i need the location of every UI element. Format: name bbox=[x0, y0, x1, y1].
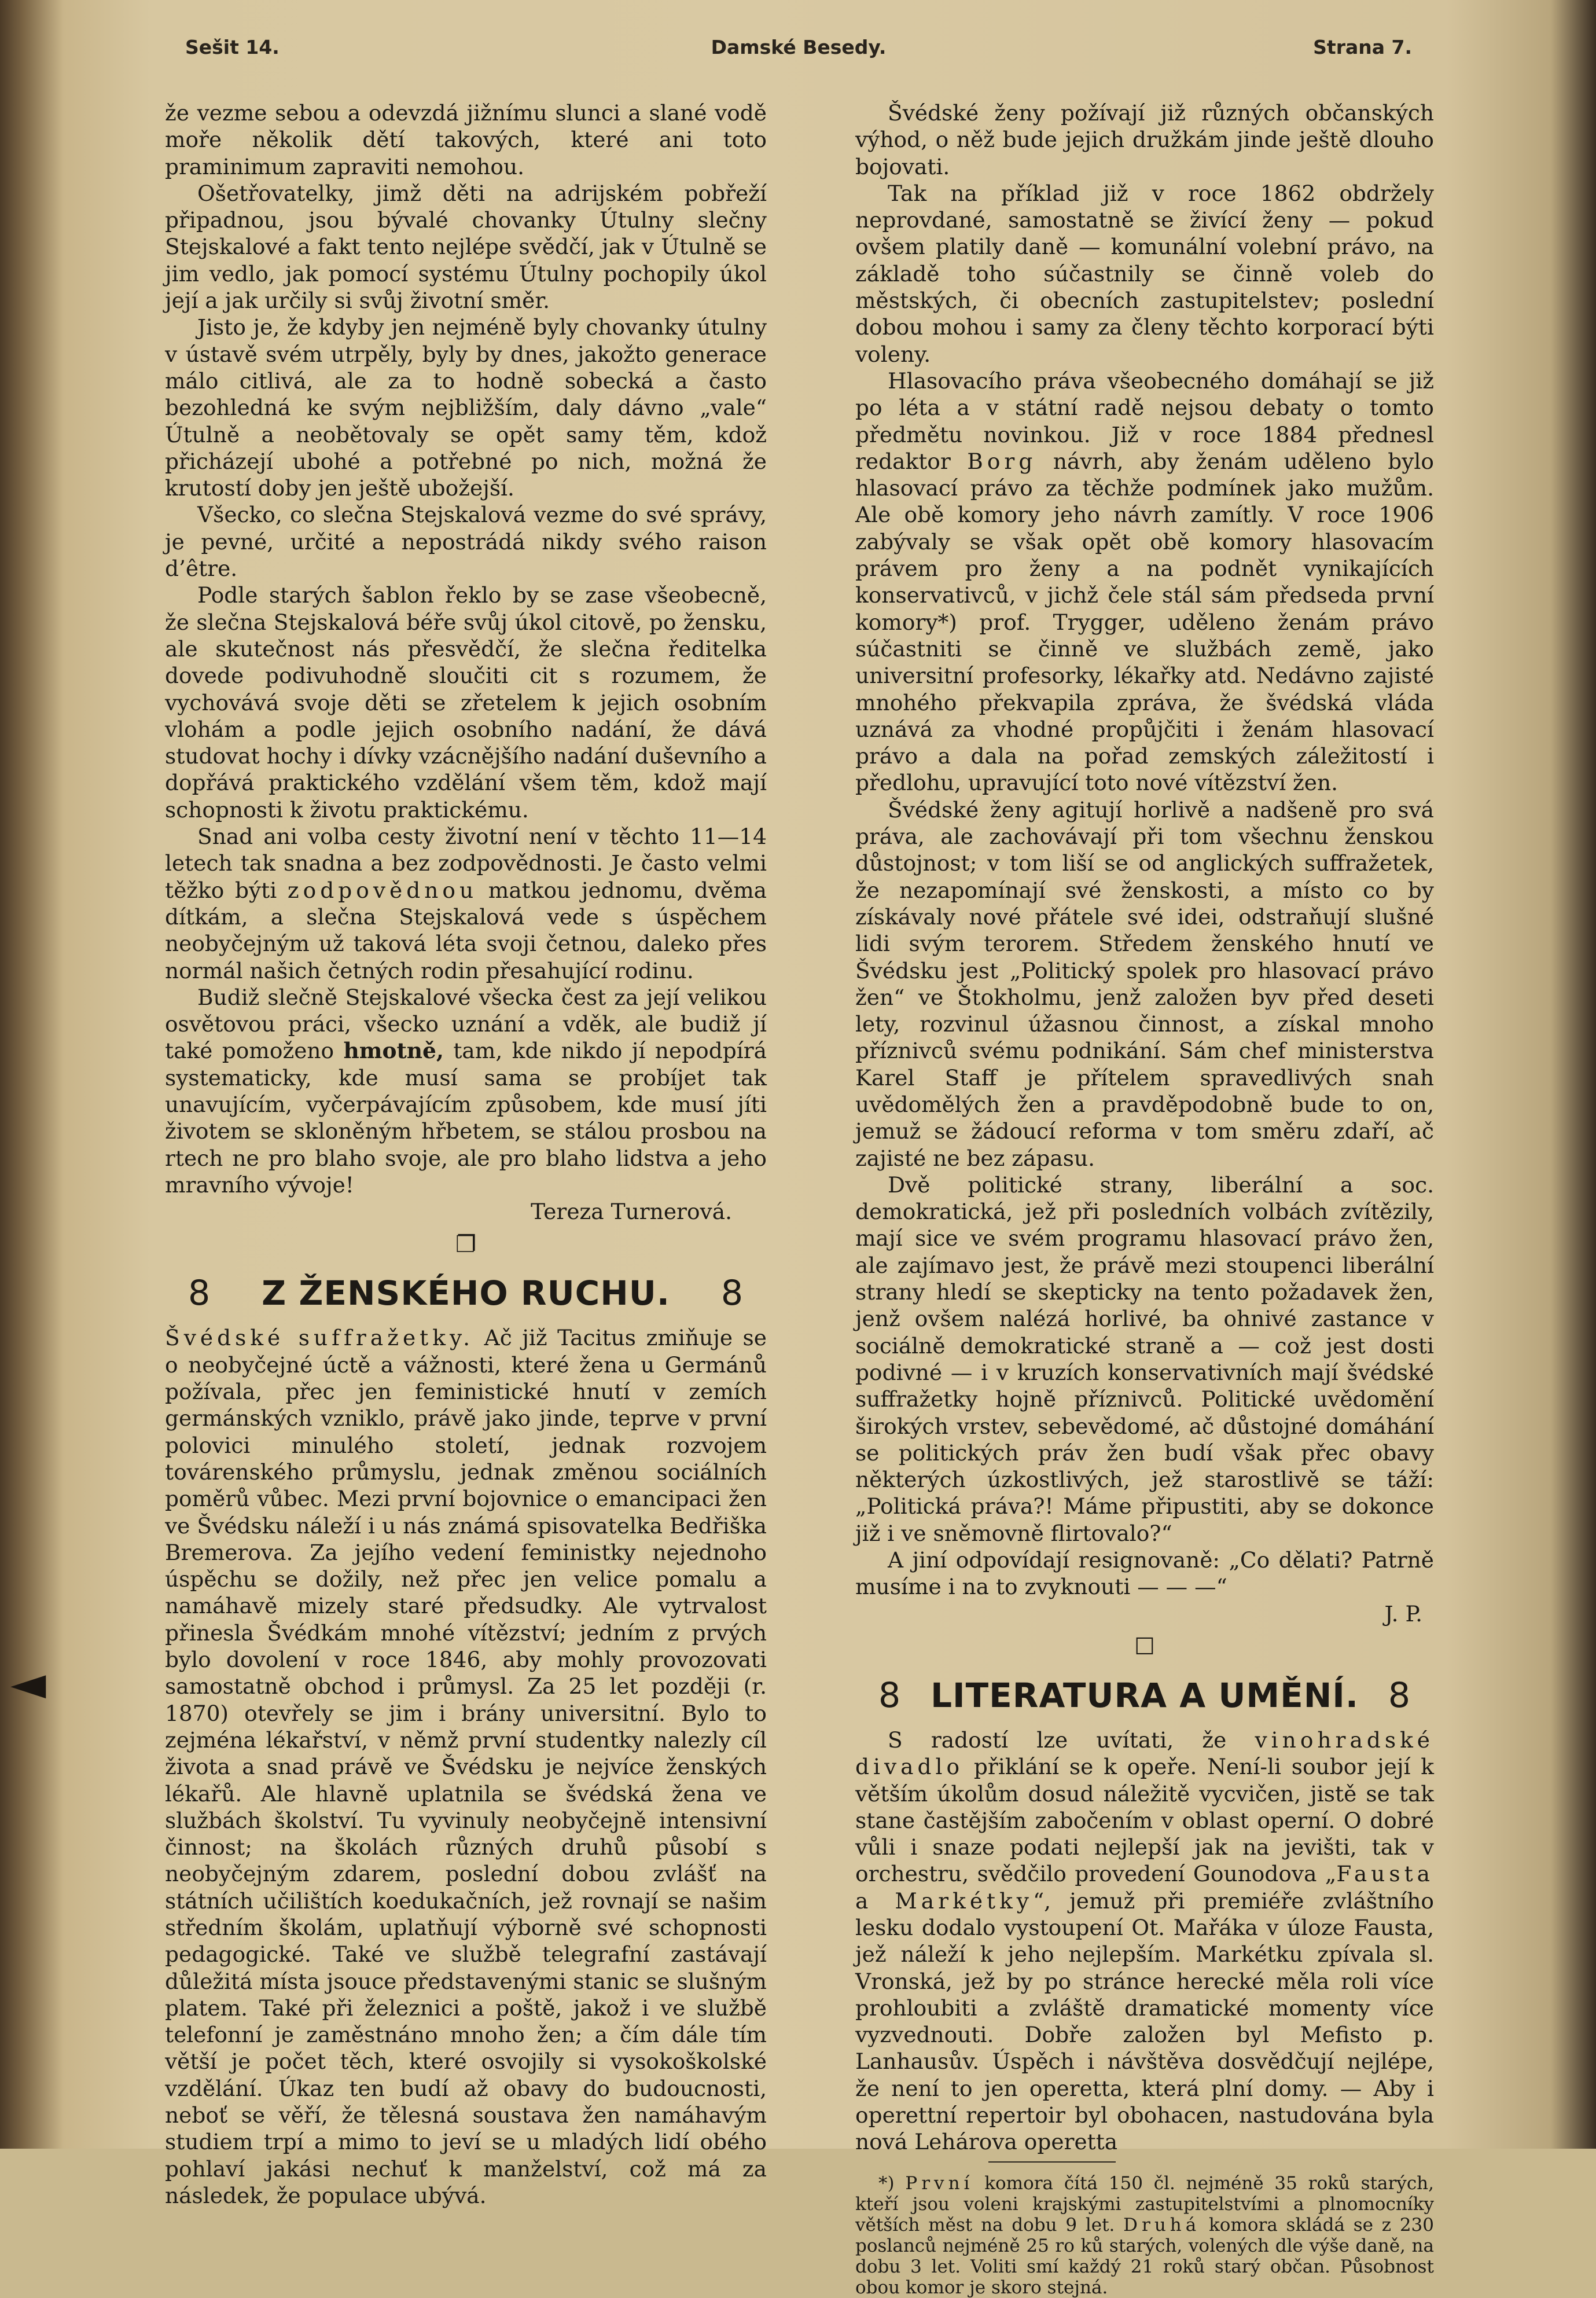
section-title: LITERATURA A UMĚNÍ. bbox=[931, 1675, 1359, 1715]
ornament-icon: 8 bbox=[720, 1273, 744, 1314]
article-paragraph bbox=[165, 823, 767, 984]
footnote bbox=[855, 2173, 1434, 2298]
author-signature: J. P. bbox=[1384, 1600, 1422, 1627]
ornament-icon: 8 bbox=[188, 1273, 211, 1314]
article-paragraph: Tak na příklad již v roce 1862 obdržely neprovdané, samostatně se živící ženy — pokud ovšem platily daně — komunální volební právo, na základě toho súčastnily se činně voleb do městských, či obecních zastupitelstev; poslední dobou mohou i samy za členy těchto korporací býti voleny. bbox=[855, 180, 1434, 367]
right-column bbox=[855, 100, 1434, 2298]
article-paragraph: Švédské ženy agitují horlivě a nadšeně pro svá práva, ale zachovávají při tom všechnu ženskou důstojnost; v tom liší se od anglických suffražetek, že nezapomínají své ženskosti, a místo co by získávaly nové přátele své idei, odstraňují slušné lidi svým terorem. Středem ženského hnutí ve Švédsku jest „Politický spolek pro hlasovací právo žen“ ve Štokholmu, jenž založen byv před deseti lety, rozvinul úžasnou činnost, a získal mnoho příznivců svému podnikání. Sám chef ministerstva Karel Staff je přítelem spravedlivých snah uvědomělých žen a pravděpodobně bude to on, jemuž se žádoucí reforma v tom směru zdaří, ač zajisté ne bez zápasu. bbox=[855, 796, 1434, 1171]
text-run: komora čítá 150 čl. nejméně 35 roků starých, kteří jsou voleni krajskými zastupitelstvími a plnomocníky větších měst na dobu 9 let. bbox=[855, 2172, 1434, 2235]
bold-text: hmotně, bbox=[343, 1038, 444, 1064]
margin-marker-icon: ◄ bbox=[10, 1656, 46, 1710]
article-paragraph: Jisto je, že kdyby jen nejméně byly chovanky útulny v ústavě svém utrpěly, byly by dnes, jakožto generace málo citlivá, ale za to hodně sobecká a často bezohledná ke svým nejbližším, daly dávno „vale“ Útulně a neobětovaly se opět samy těm, kdož přicházejí ubohé a potřebné po nich, možná že krutostí doby jen ještě ubožejší. bbox=[165, 314, 767, 501]
text-run: S radostí lze uvítati, že bbox=[888, 1727, 1255, 1753]
emphasized-text: Borg bbox=[967, 448, 1037, 474]
article-paragraph: Podle starých šablon řeklo by se zase všeobecně, že slečna Stejskalová béře svůj úkol citově, po žensku, ale skutečnost nás přesvědčí, že slečna ředitelka dovede podivuhodně sloučiti cit s rozumem, že vychovává svoje děti se zřetelem k jejich osobním vlohám a podle jejich osobního nadání, že dává studovat hochy i dívky vzácnějšího nadání duševního a dopřává praktického vzdělání všem těm, kdož mají schopnosti k životu praktickému. bbox=[165, 582, 767, 823]
separator-icon: ❐ bbox=[455, 1231, 476, 1258]
text-run: *) bbox=[878, 2172, 906, 2194]
article-paragraph: Dvě politické strany, liberální a soc. demokratická, jež při posledních volbách zvítězily, mají sice ve svém programu hlasovací právo žen, ale zajímavo jest, že právě mezi stoupenci liberální strany hledí se skepticky na tento požadavek žen, jenž ovšem nalézá horlivé, ba ohnivé zastance v sociálně demokratické straně a — což jest dosti podivné — i v kruzích konservativních mají švédské suffražetky hojně příznivců. Politické uvědomění širokých vrstev, sebevědomé, ač důstojné domáhání se politických práv žen budí však přec obavy některých úzkostlivých, jež starostlivě se táží: „Politická práva?! Máme připustiti, aby se dokonce již i ve sněmovně flirtovalo?“ bbox=[855, 1172, 1434, 1546]
page-header bbox=[185, 36, 1412, 71]
section-title: Z ŽENSKÉHO RUCHU. bbox=[262, 1273, 670, 1313]
text-run: Budiž slečně Stejskalové všecka čest za její velikou osvětovou práci, všecko uznání a vděk, ale budiž jí také pomoženo bbox=[165, 984, 767, 1064]
magazine-title: Damské Besedy. bbox=[711, 36, 887, 58]
text-run: návrh, aby ženám uděleno bylo hlasovací právo za těchže podmínek jako mužům. Ale obě komory jeho návrh zamítly. V roce 1906 zabývaly se však opět obě komory hlasovacím právem pro ženy a na podnět vynikajících konservativců, v jichž čele stál sám předseda první komory*) prof. Trygger, uděleno ženám právo súčastniti se činně ve službách země, jako universitní profesorky, lékařky atd. Nedávno zajisté mnohého překvapila zpráva, že švédská vláda uznává za vhodné propůjčiti i ženám hlasovací právo a dala na pořad zemských záležitostí i předlohu, upravující toto nové vítězství žen. bbox=[855, 448, 1434, 796]
section-heading bbox=[165, 1270, 767, 1316]
text-run: Snad ani volba cesty životní není v těchto 11—14 letech tak snadna a bez zodpovědnosti. Je často velmi těžko býti bbox=[165, 824, 767, 903]
section-heading bbox=[855, 1672, 1434, 1719]
footnote-divider bbox=[988, 2161, 1116, 2163]
footnote-text bbox=[855, 2173, 1434, 2298]
text-run: Ač již Tacitus zmiňuje se o neobyčejné úctě a vážnosti, které žena u Germánů požívala, přec jen feministické hnutí v zemích germánských vzniklo, právě jako jinde, teprve v první polovici minulého století, jednak rozvojem továrenského průmyslu, jednak změnou sociálních poměrů vůbec. Mezi první bojovnice o emancipaci žen ve Švédsku náleží i u nás známá spisovatelka Bedřiška Bremerova. Za jejího vedení feministky nejednoho úspěchu se dožily, než přec jen velice pomalu a namáhavě mizely staré předsudky. Ale vytrvalost přinesla Švédkám mnohé vítězství; jedním z prvých bylo dovolení v roce 1846, aby mohly provozovati samostatně obchod i průmysl. Za 25 let později (r. 1870) otevřely se jim i brány universitní. Bylo to zejména lékařství, v němž první studentky nalezly cíl života a snad právě ve Švédsku je nejvíce ženských lékařů. Ale hlavně uplatnila se švédská žena ve službách školství. Tu vyvinuly neobyčejně intensivní činnost; na školách různých druhů působí s neobyčejným zdarem, poslední dobou zvlášť na státních učilištích koedukačních, jež rovnají se našim středním školám, uplatňují výborně své schopnosti pedagogické. Také ve službě telegrafní zastávají důležitá místa jsouce představenými stanic se slušným platem. Také při železnici a poště, jakož i ve službě telefonní je zaměstnáno mnoho žen; a čím dále tím větší je počet těch, které osvojily si vysokoškolské vzdělání. Úkaz ten budí až obavy do budoucnosti, neboť se věří, že tělesná soustava žen namáhavým studiem trpí a mimo to jeví se u mladých lidí obého pohlaví jakási nechuť k manželství, což má za následek, že populace ubývá. bbox=[165, 1325, 767, 2208]
text-run: Hlasovacího práva všeobecného domáhají se již po léta a v státní radě nejsou debaty o tomto předmětu novinkou. Již v roce 1884 přednesl redaktor bbox=[855, 368, 1434, 474]
page-number: Strana 7. bbox=[1313, 36, 1412, 58]
article-paragraph bbox=[855, 1727, 1434, 2156]
text-run: tam, kde nikdo jí nepodpírá systematicky, kde musí sama se probíjet tak unavujícím, vyčerpávajícím způsobem, kde musí jíti životem se skloněným hřbetem, se stálou prosbou na rtech ne pro blaho svoje, ale pro blaho lidstva a jeho mravního vývoje! bbox=[165, 1038, 767, 1198]
author-signature: Tereza Turnerová. bbox=[531, 1199, 732, 1225]
text-run: matkou jednomu, dvěma dítkám, a slečna Stejskalová vede s úspěchem neobyčejným už taková léta svoji četnou, daleko přes normál našich četných rodin přesahující rodinu. bbox=[165, 877, 767, 983]
ornament-icon: 8 bbox=[1388, 1675, 1411, 1716]
text-run: přiklání se k opeře. Není-li soubor její k větším úkolům dosud náležitě vycvičen, jistě se tak stane častějším zabočením v oblast operní. O dobré vůli i snaze podati nejlepší jak na jevišti, tak v orchestru, svědčilo provedení Gounodova „ bbox=[855, 1754, 1434, 1887]
emphasized-text: Druhá bbox=[1123, 2214, 1201, 2235]
article-paragraph: A jiní odpovídají resignovaně: „Co dělati? Patrně musíme i na to zvyknouti — — —“ bbox=[855, 1547, 1434, 1600]
emphasized-text: Fausta a Markétky bbox=[855, 1861, 1434, 1914]
article-lead: Švédské suffražetky. bbox=[165, 1325, 475, 1351]
text-run: komora skládá se z 230 poslanců nejméně 25 ro ků starých, volených dle výše daně, na dobu 3 let. Voliti smí každý 21 roků starý občan. Působnost obou komor je skoro stejná. bbox=[855, 2214, 1434, 2298]
issue-number: Sešit 14. bbox=[185, 36, 280, 58]
article-paragraph: Všecko, co slečna Stejskalová vezme do své správy, je pevné, určité a nepostrádá nikdy svého raison d’être. bbox=[165, 502, 767, 582]
article-paragraph bbox=[855, 368, 1434, 796]
article-paragraph bbox=[165, 984, 767, 1198]
article-paragraph: Ošetřovatelky, jimž děti na adrijském pobřeží připadnou, jsou bývalé chovanky Útulny slečny Stejskalové a fakt tento nejlépe svědčí, jak v Útulně se jim vedlo, jak pomocí systému Útulny pochopily úkol její a jak určily si svůj životní směr. bbox=[165, 180, 767, 314]
text-run: “, jemuž při premiéře zvláštního lesku dodalo vystoupení Ot. Mařáka v úloze Fausta, jež náleží k jeho nejlepším. Markétku zpívala sl. Vronská, jež by po stránce herecké měla roli více prohloubiti a zvláště dramatické momenty více vyzvednouti. Dobře založen byl Mefisto p. Lanhausův. Úspěch i návštěva dosvědčují nejlépe, že není to jen operetta, která plní domy. — Aby i operettní repertoir byl obohacen, nastudována byla nová Lehárova operetta bbox=[855, 1888, 1435, 2155]
emphasized-text: První bbox=[905, 2172, 974, 2194]
article-paragraph bbox=[165, 1324, 767, 2209]
separator-icon: ☐ bbox=[1134, 1633, 1155, 1660]
emphasized-text: zodpovědnou bbox=[287, 877, 478, 903]
ornament-icon: 8 bbox=[878, 1675, 902, 1716]
emphasized-text: vinohradské divadlo bbox=[855, 1727, 1434, 1780]
article-paragraph: Švédské ženy požívají již různých občanských výhod, o něž bude jejich družkám jinde ještě dlouho bojovati. bbox=[855, 100, 1434, 179]
left-column bbox=[165, 100, 767, 2209]
article-paragraph: že vezme sebou a odevzdá jižnímu slunci a slané vodě moře několik dětí takových, které ani toto praminimum zapraviti nemohou. bbox=[165, 100, 767, 179]
